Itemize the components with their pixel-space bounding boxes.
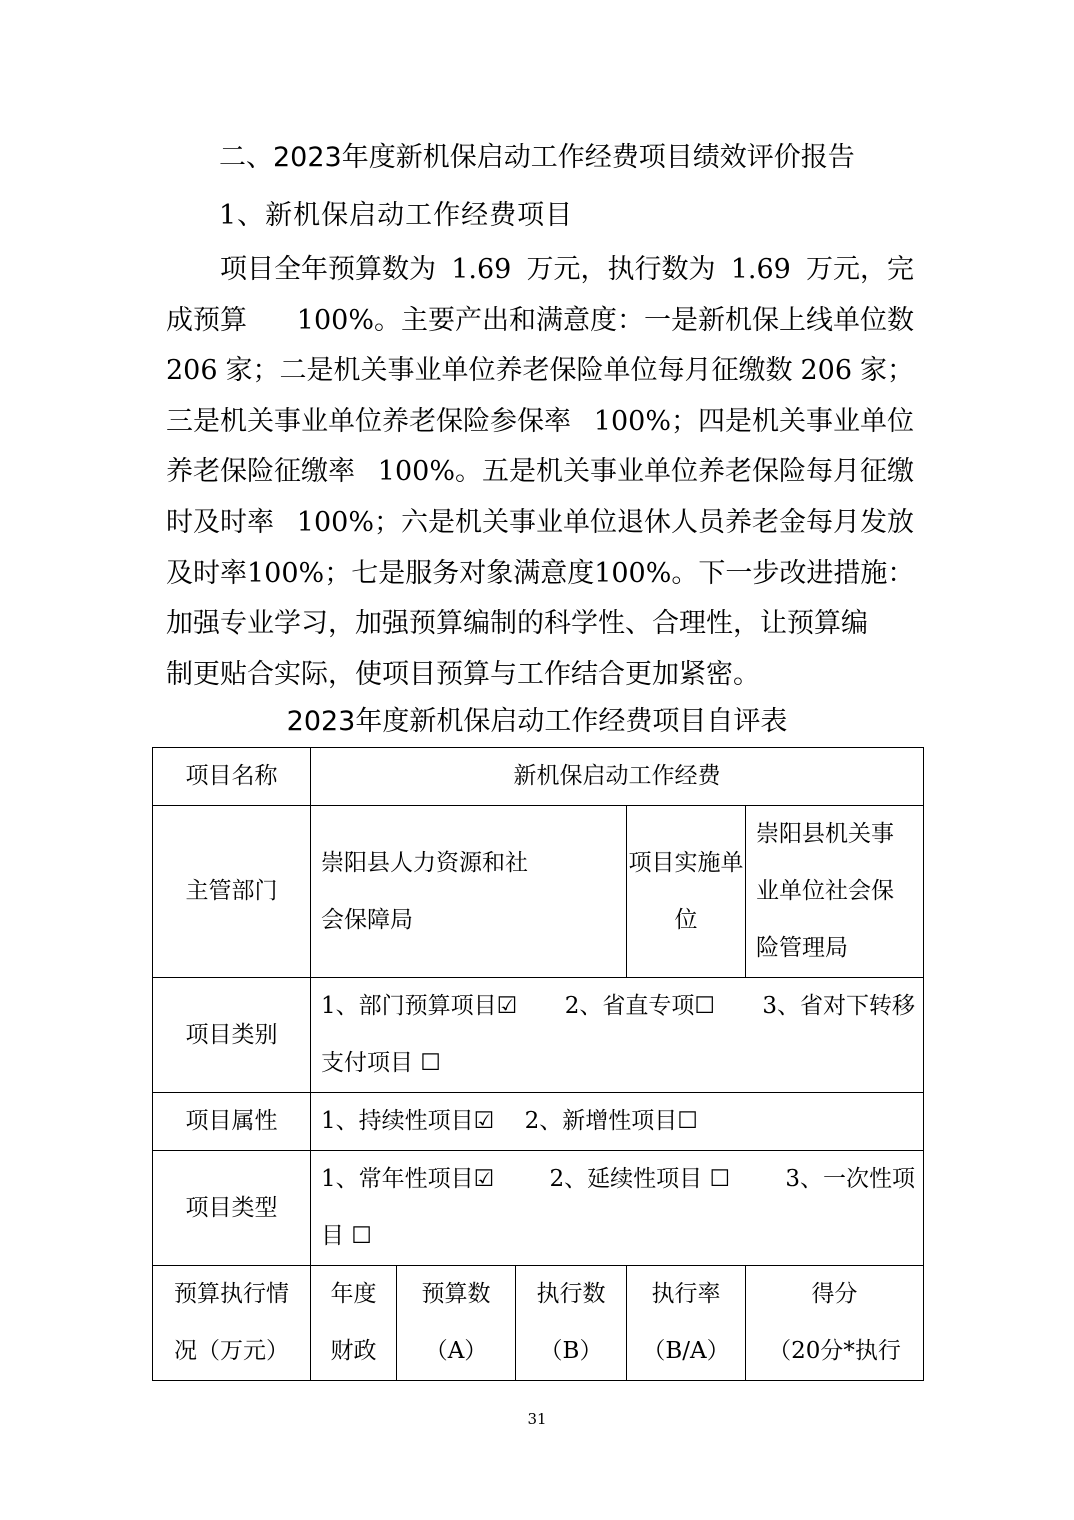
- body-line: [166, 650, 914, 701]
- text-segment: 100%；六是机关事业单位退休人员养老金每月发放: [296, 506, 914, 538]
- cell-line: 险管理局: [756, 935, 848, 961]
- table-row: [153, 978, 924, 1093]
- table-cell: 项目属性: [153, 1093, 311, 1151]
- text-segment: 养老保险征缴率: [166, 456, 355, 488]
- table-row: [153, 1093, 924, 1151]
- cell-line: （B/A）: [642, 1338, 730, 1364]
- table-cell: 新机保启动工作经费: [311, 748, 924, 806]
- body-line: [166, 447, 914, 498]
- table-cell: [627, 1266, 746, 1381]
- cell-line: （B）: [539, 1338, 603, 1364]
- table-cell: [153, 1266, 311, 1381]
- table-title: 2023年度新机保启动工作经费项目自评表: [286, 706, 788, 737]
- text-segment: 家；二是机关事业单位养老保险单位每月征缴数: [225, 355, 793, 387]
- text-segment: 206: [800, 355, 853, 387]
- text-segment: 100%。五是机关事业单位养老保险每月征缴: [377, 456, 914, 488]
- section-heading: 二、2023年度新机保启动工作经费项目绩效评价报告: [219, 142, 855, 173]
- table-cell: [311, 1151, 924, 1266]
- checkbox-option: 2、延续性项目 ☐: [549, 1166, 731, 1192]
- body-line: [166, 296, 914, 347]
- text-segment: 三是机关事业单位养老保险参保率: [166, 405, 571, 437]
- table-cell: [746, 806, 924, 978]
- self-evaluation-table: [152, 747, 924, 1381]
- checkbox-option: 3、一次性项: [785, 1166, 916, 1192]
- body-line: [166, 245, 914, 296]
- text-segment: 206: [166, 355, 218, 387]
- subsection-heading: 1、新机保启动工作经费项目: [219, 200, 574, 231]
- text-segment: 100%。主要产出和满意度：一是新机保上线单位数: [296, 304, 914, 336]
- cell-line: 年度: [330, 1281, 377, 1307]
- cell-line: 崇阳县机关事: [756, 821, 894, 847]
- cell-line: 得分: [811, 1281, 858, 1307]
- table-cell: [397, 1266, 516, 1381]
- checkbox-option: 1、常年性项目☑: [321, 1166, 495, 1192]
- cell-line: [321, 978, 923, 1035]
- cell-line: 财政: [330, 1338, 377, 1364]
- cell-line: 预算执行情: [174, 1281, 289, 1307]
- cell-line: 业单位社会保: [756, 878, 894, 904]
- text-segment: 100%；七是服务对象满意度: [247, 557, 595, 589]
- table-cell: [311, 1093, 924, 1151]
- cell-line: 目 ☐: [321, 1223, 372, 1249]
- cell-line: 会保障局: [321, 906, 413, 933]
- cell-line: 1、持续性项目☑ 2、新增性项目☐: [321, 1108, 698, 1134]
- table-cell: 项目实施单位: [627, 806, 746, 978]
- table-cell: 项目类别: [153, 978, 311, 1093]
- body-line: [166, 549, 914, 600]
- text-segment: 加强专业学习，加强预算编制的科学性、合理性，让预算编: [166, 608, 868, 640]
- table-row: [153, 1266, 924, 1381]
- cell-line: 执行数: [536, 1281, 606, 1307]
- text-segment: 项目全年预算数为: [220, 254, 436, 285]
- text-segment: 时及时率: [166, 506, 274, 538]
- cell-line: 崇阳县人力资源和社: [321, 849, 528, 876]
- body-paragraph: [166, 245, 914, 700]
- body-line: [166, 397, 914, 448]
- text-segment: 万元，执行数为: [526, 254, 716, 285]
- table-row: [153, 748, 924, 806]
- cell-line: 况（万元）: [174, 1338, 289, 1364]
- body-line: [166, 599, 914, 650]
- table-cell: 主管部门: [153, 806, 311, 978]
- checkbox-option: 3、省对下转移: [762, 993, 916, 1019]
- table-cell: 项目类型: [153, 1151, 311, 1266]
- text-segment: 家；: [860, 355, 914, 387]
- text-segment: 制更贴合实际，使项目预算与工作结合更加紧密。: [166, 658, 760, 690]
- cell-line: 预算数: [421, 1281, 491, 1307]
- checkbox-option: 2、省直专项☐: [564, 993, 715, 1019]
- text-segment: 成预算: [166, 304, 247, 336]
- body-line: [166, 346, 914, 397]
- text-segment: 100%；四是机关事业单位: [593, 405, 914, 437]
- table-cell: [516, 1266, 627, 1381]
- text-segment: 1.69: [730, 254, 791, 285]
- text-segment: 100%。下一步改进措施：: [594, 557, 915, 589]
- table-cell: 项目名称: [153, 748, 311, 806]
- table-cell: [311, 978, 924, 1093]
- table-row: [153, 806, 924, 978]
- text-segment: 1.69: [451, 254, 512, 285]
- page-number: 31: [527, 1410, 547, 1428]
- cell-line: 执行率: [651, 1281, 721, 1307]
- text-segment: 万元，完: [806, 254, 914, 285]
- table-row: [153, 1151, 924, 1266]
- checkbox-option: 1、部门预算项目☑: [321, 993, 518, 1019]
- cell-line: （20分*执行: [768, 1338, 901, 1364]
- table-cell: [311, 806, 627, 978]
- body-line: [166, 498, 914, 549]
- cell-line: [321, 1151, 923, 1208]
- cell-line: （A）: [424, 1338, 488, 1364]
- cell-line: 支付项目 ☐: [321, 1050, 441, 1076]
- table-cell: [746, 1266, 924, 1381]
- text-segment: 及时率: [166, 557, 247, 589]
- table-cell: [311, 1266, 397, 1381]
